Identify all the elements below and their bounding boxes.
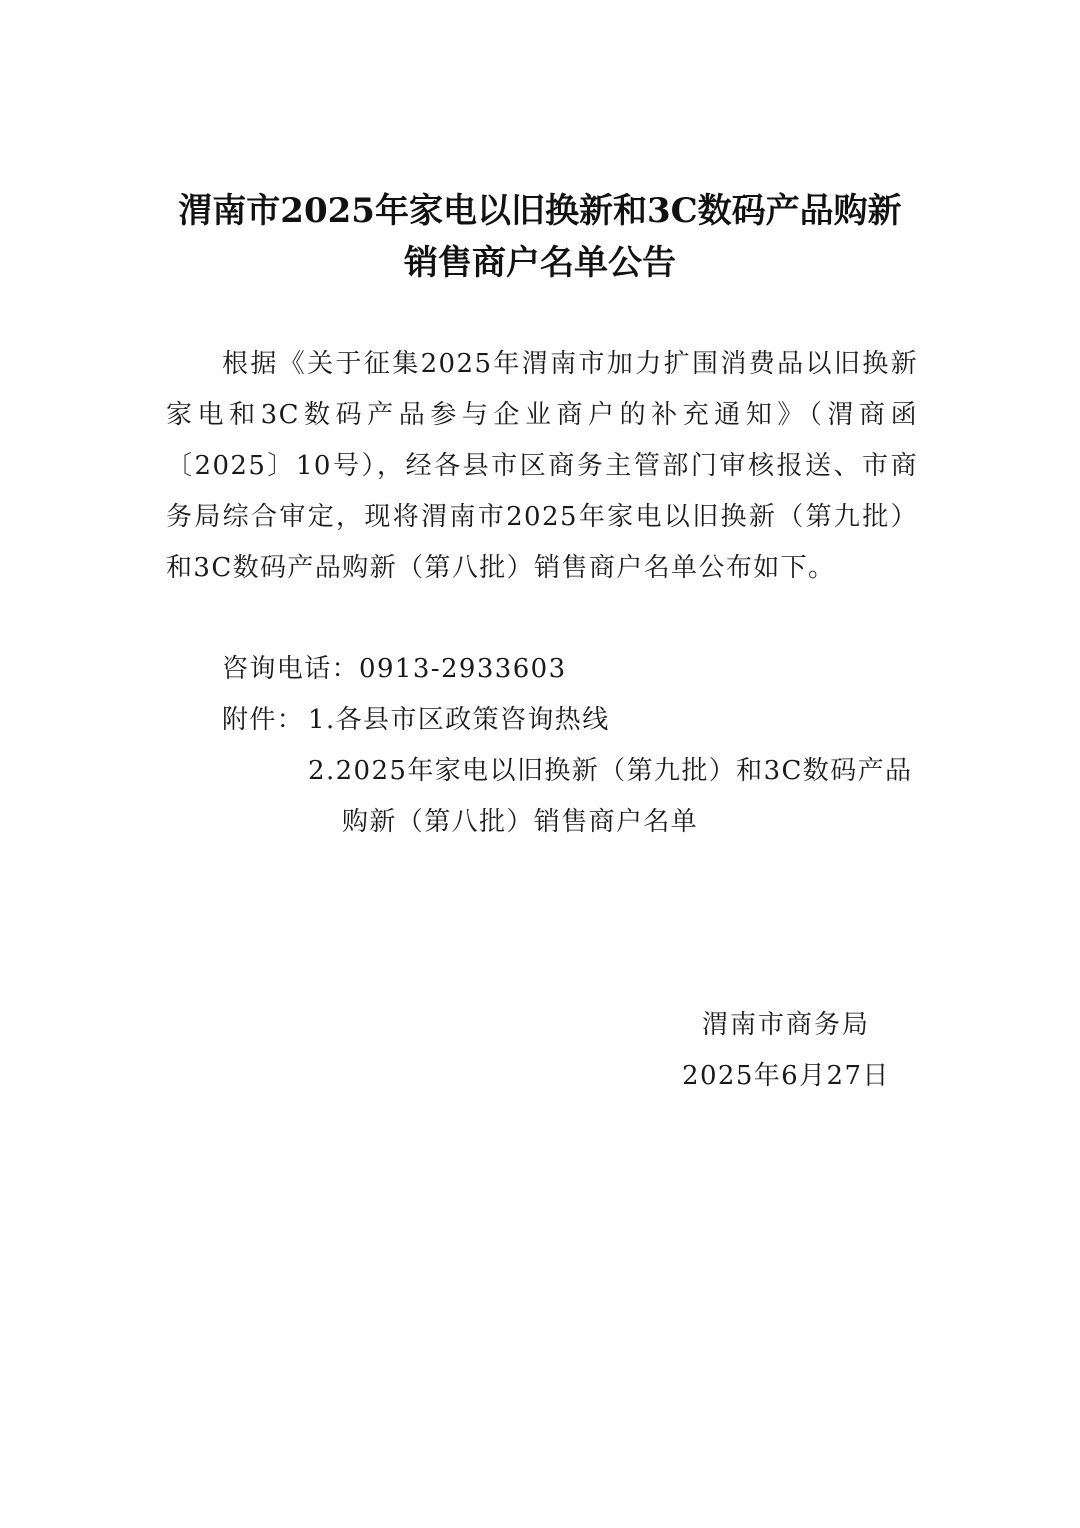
attachment-item-1: 1.各县市区政策咨询热线 (308, 705, 610, 735)
attachments-row (222, 695, 610, 746)
signature-organization: 渭南市商务局 (702, 1010, 871, 1040)
contact-label: 咨询电话： (222, 654, 360, 684)
signature-date: 2025年6月27日 (682, 1061, 890, 1091)
body-paragraph: 根据《关于征集2025年渭南市加力扩围消费品以旧换新家电和3C数码产品参与企业商户的补充通知》（渭商函〔2025〕10号），经各县市区商务主管部门审核报送、市商务局综合审定，现将渭南市2025年家电以旧换新（第九批）和3C数码产品购新（第八批）销售商户名单公布如下。 (166, 349, 918, 583)
attachments-label: 附件： (222, 705, 305, 735)
document-title-line-2: 销售商户名单公告 (404, 243, 676, 283)
contact-phone: 0913-2933603 (359, 654, 567, 684)
attachment-item-2: 2.2025年家电以旧换新（第九批）和3C数码产品购新（第八批）销售商户名单 (308, 756, 913, 837)
document-title-line-1: 渭南市2025年家电以旧换新和3C数码产品购新 (178, 191, 902, 231)
contact-line (222, 644, 567, 695)
